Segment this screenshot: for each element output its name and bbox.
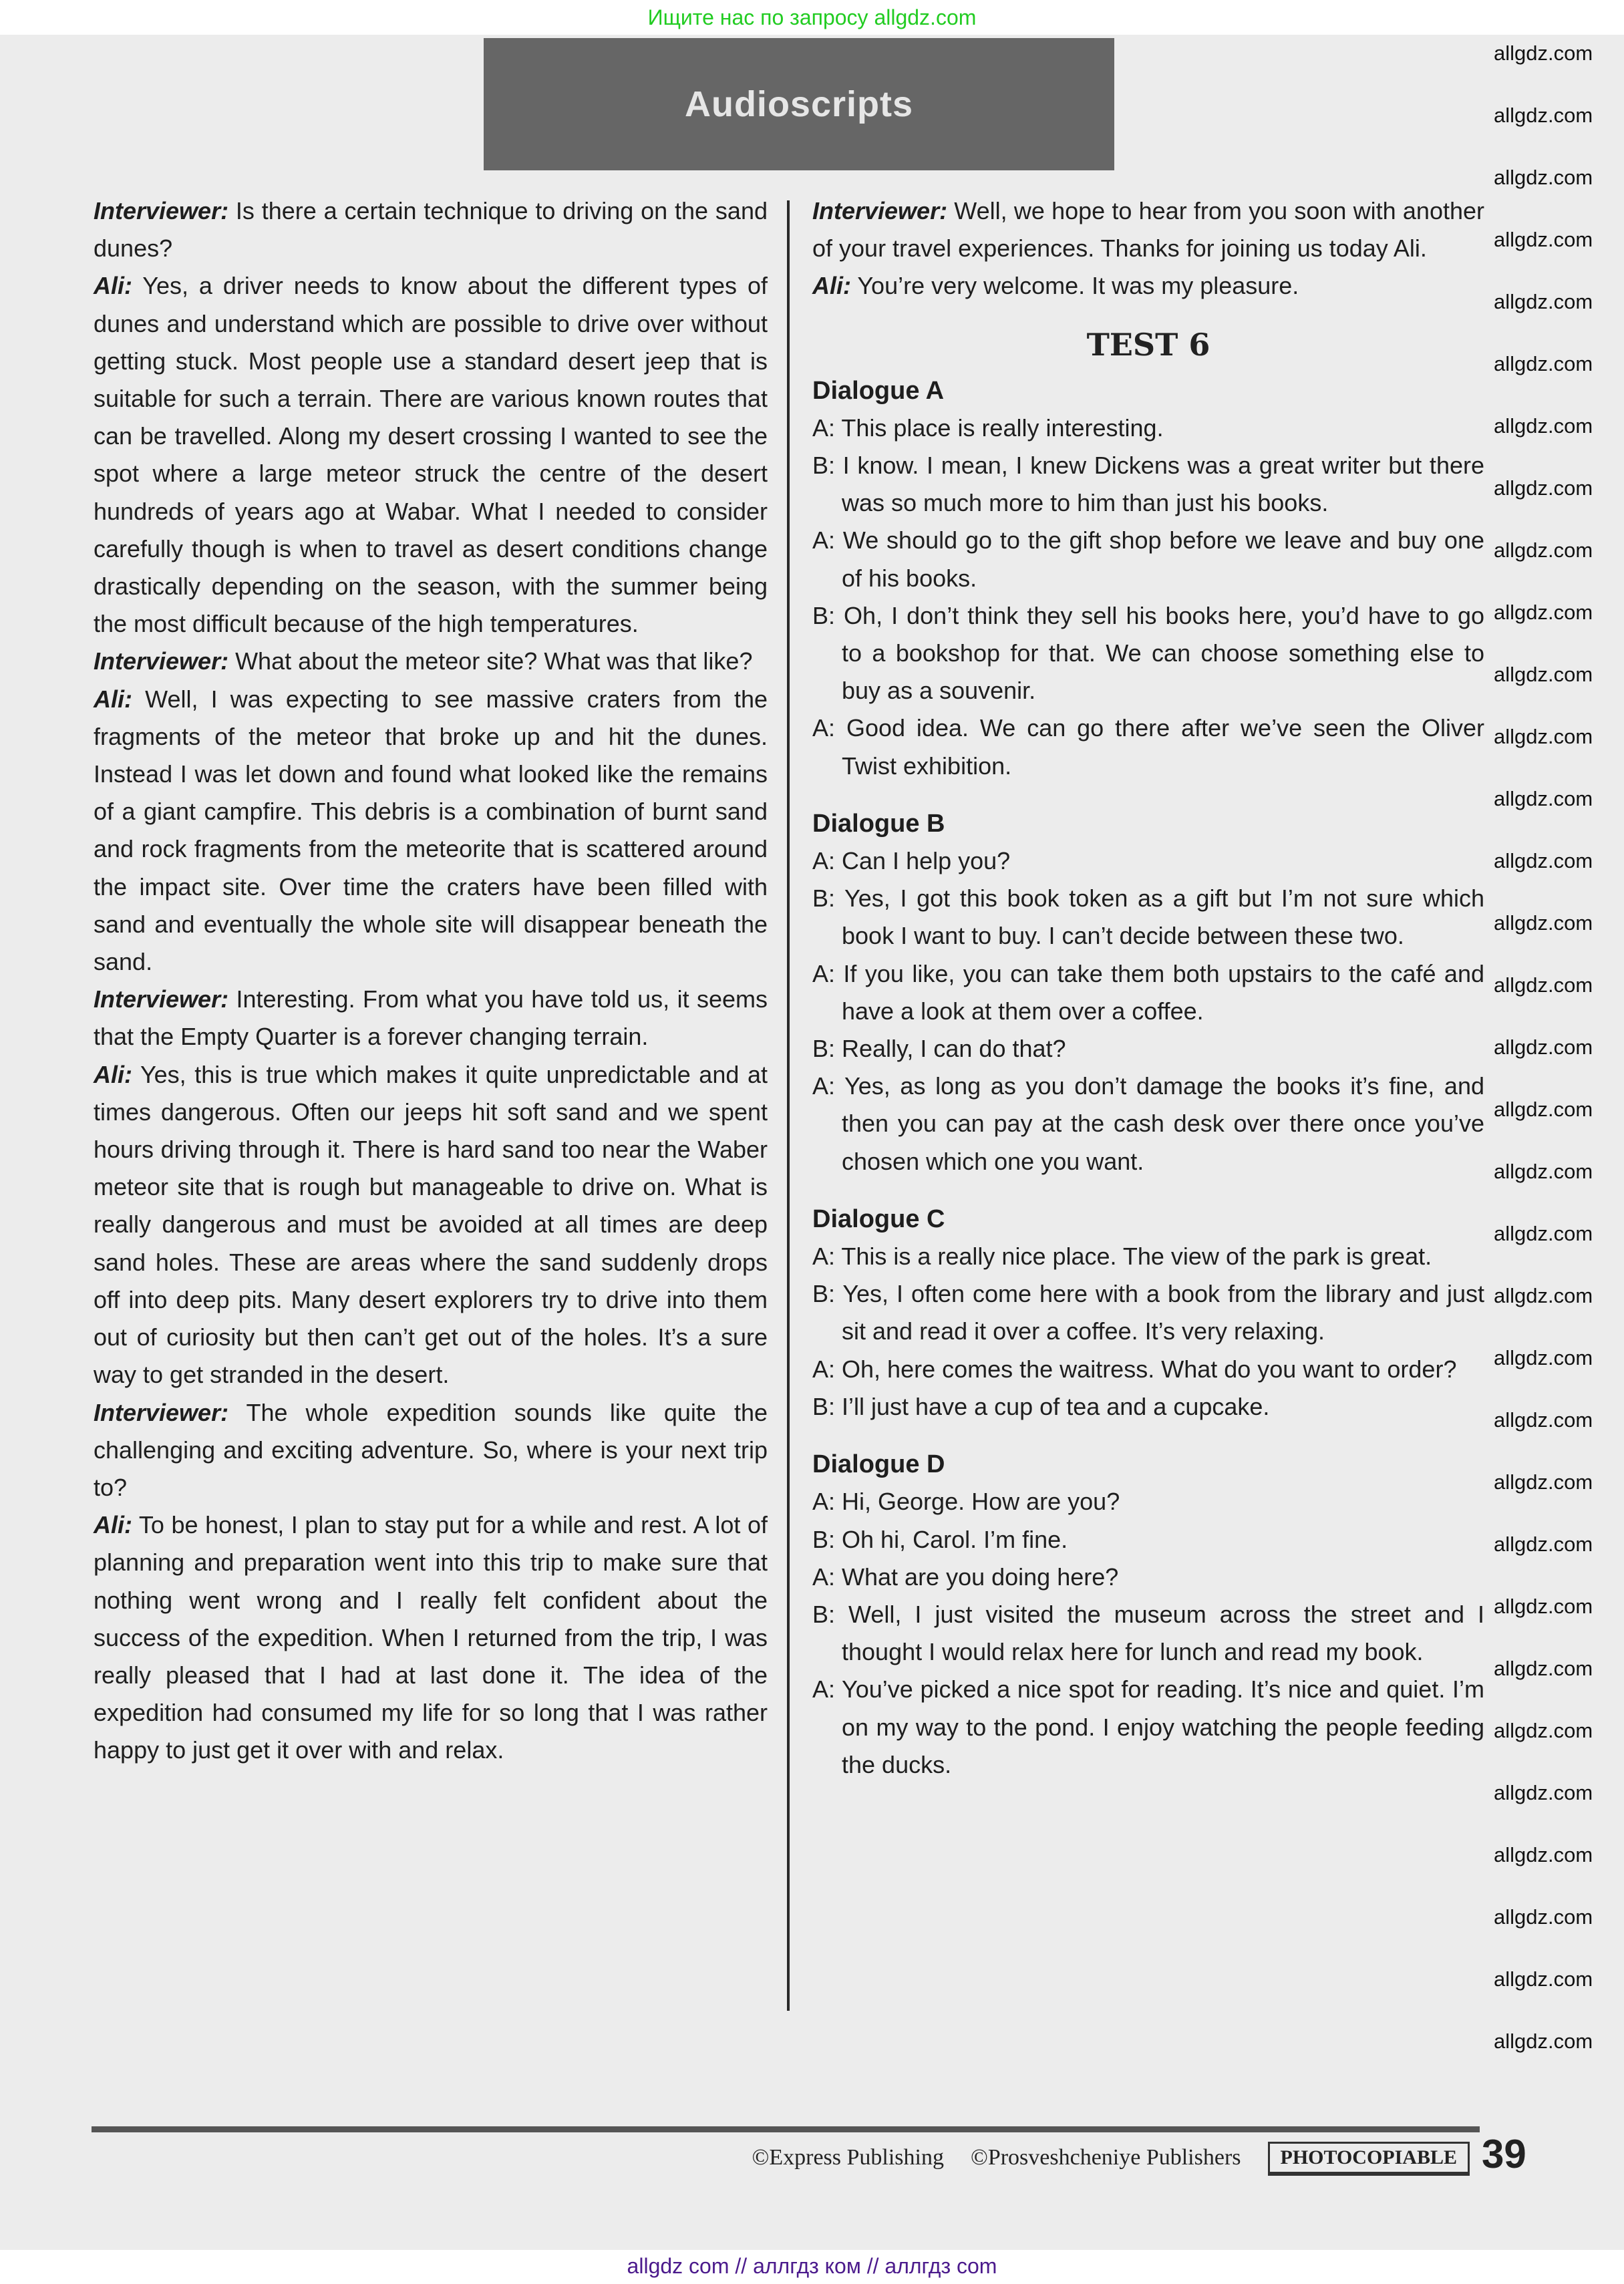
speech-text: Yes, a driver needs to know about the different types of dunes and understand which are possible to drive over without getting stuck. Most people use a standard desert jeep that is suitable for such a terrain. There are various known routes that can be travelled. Along my desert crossing I wanted to see the spot where a large meteor struck the centre of the desert hundreds of years ago at Wabar. What I needed to consider carefully though is when to travel as desert conditions change drastically depending on the season, with the summer being the most difficult because of the high temperatures. [94,272,768,638]
watermark: allgdz.com [1494,1346,1593,1369]
speech-text: Yes, this is true which makes it quite unpredictable and at times dangerous. Often our jeeps hit soft sand and we spent hours driving through it. There is hard sand too near the Waber meteor site that is rough but manageable to drive on. What is really dangerous and must be avoided at all times are deep sand holes. These are areas where the sand suddenly drops off into deep pits. Many desert explorers try to drive into them out of curiosity but then can’t get out of the holes. It’s a sure way to get stranded in the desert. [94,1060,768,1389]
dialogue-line: B: Really, I can do that? [812,1035,1066,1063]
speaker-label: Interviewer: [812,197,948,224]
test-title: TEST 6 [1086,326,1210,363]
transcript-paragraph [812,267,1484,305]
publisher-prosveshcheniye: ©Prosveshcheniye Publishers [970,2145,1241,2170]
watermark: allgdz.com [1494,1284,1593,1307]
dialogue-line: A: Oh, here comes the waitress. What do you want to order? [812,1355,1457,1383]
watermark-column [1494,41,1621,2092]
footer-rule [92,2126,1480,2132]
dialogue-b [812,805,1484,1180]
watermark: allgdz.com [1494,787,1593,810]
section-header: Audioscripts [484,38,1114,170]
watermark: allgdz.com [1494,849,1593,872]
speaker-label: Interviewer: [94,1398,229,1426]
watermark: allgdz.com [1494,1843,1593,1866]
watermark: allgdz.com [1494,1595,1593,1618]
watermark: allgdz.com [1494,1967,1593,1991]
transcript-paragraph [94,1394,768,1507]
speech-text: Well, we hope to hear from you soon with another of your travel experiences. Thanks for joining us today Ali. [812,197,1484,263]
watermark: allgdz.com [1494,228,1593,251]
dialogue-line: A: This is a really nice place. The view of the park is great. [812,1243,1432,1271]
bottom-banner[interactable]: allgdz com // аллгдз ком // аллгдз com [0,2250,1624,2284]
dialogue-heading: Dialogue A [812,376,945,405]
dialogue-line: B: I know. I mean, I knew Dickens was a great writer but there was so much more to him than just his books. [812,452,1484,517]
dialogue-line: B: Well, I just visited the museum across the street and I thought I would relax here for lunch and read my book. [812,1600,1484,1666]
dialogue-line: A: This place is really interesting. [812,414,1164,442]
dialogue-heading: Dialogue D [812,1450,945,1479]
transcript-paragraph [94,1506,768,1769]
watermark: allgdz.com [1494,911,1593,935]
watermark: allgdz.com [1494,663,1593,686]
watermark: allgdz.com [1494,414,1593,438]
dialogue-line: B: Yes, I often come here with a book from the library and just sit and read it over a coffee. It’s very relaxing. [812,1280,1484,1345]
watermark: allgdz.com [1494,1781,1593,1804]
speech-text: To be honest, I plan to stay put for a while and rest. A lot of planning and preparation went into this trip to make sure that nothing went wrong and I really felt confident about the success of the expedition. When I returned from the trip, I was really pleased that I had at last done it. The idea of the expedition had consumed my life for so long that I was rather happy to just get it over with and relax. [94,1511,768,1764]
dialogue-line: B: Oh hi, Carol. I’m fine. [812,1525,1068,1553]
dialogue-line: A: Good idea. We can go there after we’ve seen the Oliver Twist exhibition. [812,714,1484,780]
watermark: allgdz.com [1494,476,1593,500]
watermark: allgdz.com [1494,166,1593,189]
top-banner[interactable]: Ищите нас по запросу allgdz.com [0,0,1624,35]
watermark: allgdz.com [1494,352,1593,375]
watermark: allgdz.com [1494,41,1593,65]
dialogue-d [812,1446,1484,1784]
speaker-label: Ali: [94,272,132,300]
watermark: allgdz.com [1494,973,1593,997]
watermark: allgdz.com [1494,538,1593,562]
watermark: allgdz.com [1494,1719,1593,1742]
dialogue-line: A: Yes, as long as you don’t damage the books it’s fine, and then you can pay at the cash desk over there once you’ve chosen which one you want. [812,1072,1484,1175]
transcript-paragraph [94,1056,768,1394]
dialogue-line: A: We should go to the gift shop before we leave and buy one of his books. [812,526,1484,592]
photocopiable-badge: PHOTOCOPIABLE [1268,2142,1470,2174]
speaker-label: Ali: [94,1060,132,1088]
dialogue-line: A: If you like, you can take them both upstairs to the café and have a look at them over a coffee. [812,959,1484,1025]
speaker-label: Interviewer: [94,197,229,224]
watermark: allgdz.com [1494,1222,1593,1245]
transcript-paragraph [94,681,768,981]
dialogue-line: A: Hi, George. How are you? [812,1488,1120,1516]
column-divider [787,200,790,2011]
speech-text: You’re very welcome. It was my pleasure. [851,272,1299,300]
watermark: allgdz.com [1494,601,1593,624]
transcript-paragraph [94,643,768,680]
transcript-paragraph [94,192,768,267]
publisher-express: ©Express Publishing [752,2145,944,2170]
speaker-label: Interviewer: [94,647,229,675]
watermark: allgdz.com [1494,1532,1593,1556]
dialogue-line: A: You’ve picked a nice spot for reading. It’s nice and quiet. I’m on my way to the pond. I enjoy watching the people feeding the ducks. [812,1675,1484,1778]
speaker-label: Ali: [812,272,851,300]
dialogue-line: A: What are you doing here? [812,1563,1119,1591]
dialogue-c [812,1200,1484,1426]
page-number: 39 [1482,2132,1526,2176]
watermark: allgdz.com [1494,1098,1593,1121]
dialogue-heading: Dialogue B [812,809,945,838]
speech-text: Is there a certain technique to driving on the sand dunes? [94,197,768,263]
transcript-paragraph [94,267,768,643]
dialogue-line: B: Yes, I got this book token as a gift but I’m not sure which book I want to buy. I can’t decide between these two. [812,884,1484,950]
speech-text: The whole expedition sounds like quite the challenging and exciting adventure. So, where is your next trip to? [94,1398,768,1501]
speech-text: Well, I was expecting to see massive craters from the fragments of the meteor that broke up and hit the dunes. Instead I was let down and found what looked like the remains of a giant campfire. This debris is a combination of burnt sand and rock fragments from the meteorite that is scattered around the impact site. Over time the craters have been filled with sand and eventually the whole site will disappear beneath the sand. [94,685,768,976]
transcript-paragraph [94,981,768,1055]
right-column [812,192,1484,1784]
watermark: allgdz.com [1494,725,1593,748]
dialogue-line: A: Can I help you? [812,847,1011,875]
dialogue-heading: Dialogue C [812,1204,945,1233]
speaker-label: Interviewer: [94,985,229,1013]
speech-text: What about the meteor site? What was that like? [228,647,753,675]
footer [752,2142,1470,2174]
watermark: allgdz.com [1494,1160,1593,1183]
watermark: allgdz.com [1494,104,1593,127]
watermark: allgdz.com [1494,1035,1593,1059]
watermark: allgdz.com [1494,290,1593,313]
watermark: allgdz.com [1494,1470,1593,1494]
right-intro [812,192,1484,305]
transcript-paragraph [812,192,1484,267]
speaker-label: Ali: [94,685,132,713]
dialogue-line: B: I’ll just have a cup of tea and a cupcake. [812,1392,1270,1420]
dialogue-line: B: Oh, I don’t think they sell his books here, you’d have to go to a bookshop for that. We can choose something else to buy as a souvenir. [812,601,1484,705]
watermark: allgdz.com [1494,1408,1593,1432]
left-column [94,192,768,1770]
watermark: allgdz.com [1494,2029,1593,2053]
watermark: allgdz.com [1494,1905,1593,1929]
dialogue-a [812,372,1484,785]
watermark: allgdz.com [1494,1657,1593,1680]
speech-text: Interesting. From what you have told us, it seems that the Empty Quarter is a forever changing terrain. [94,985,768,1051]
speaker-label: Ali: [94,1511,132,1539]
